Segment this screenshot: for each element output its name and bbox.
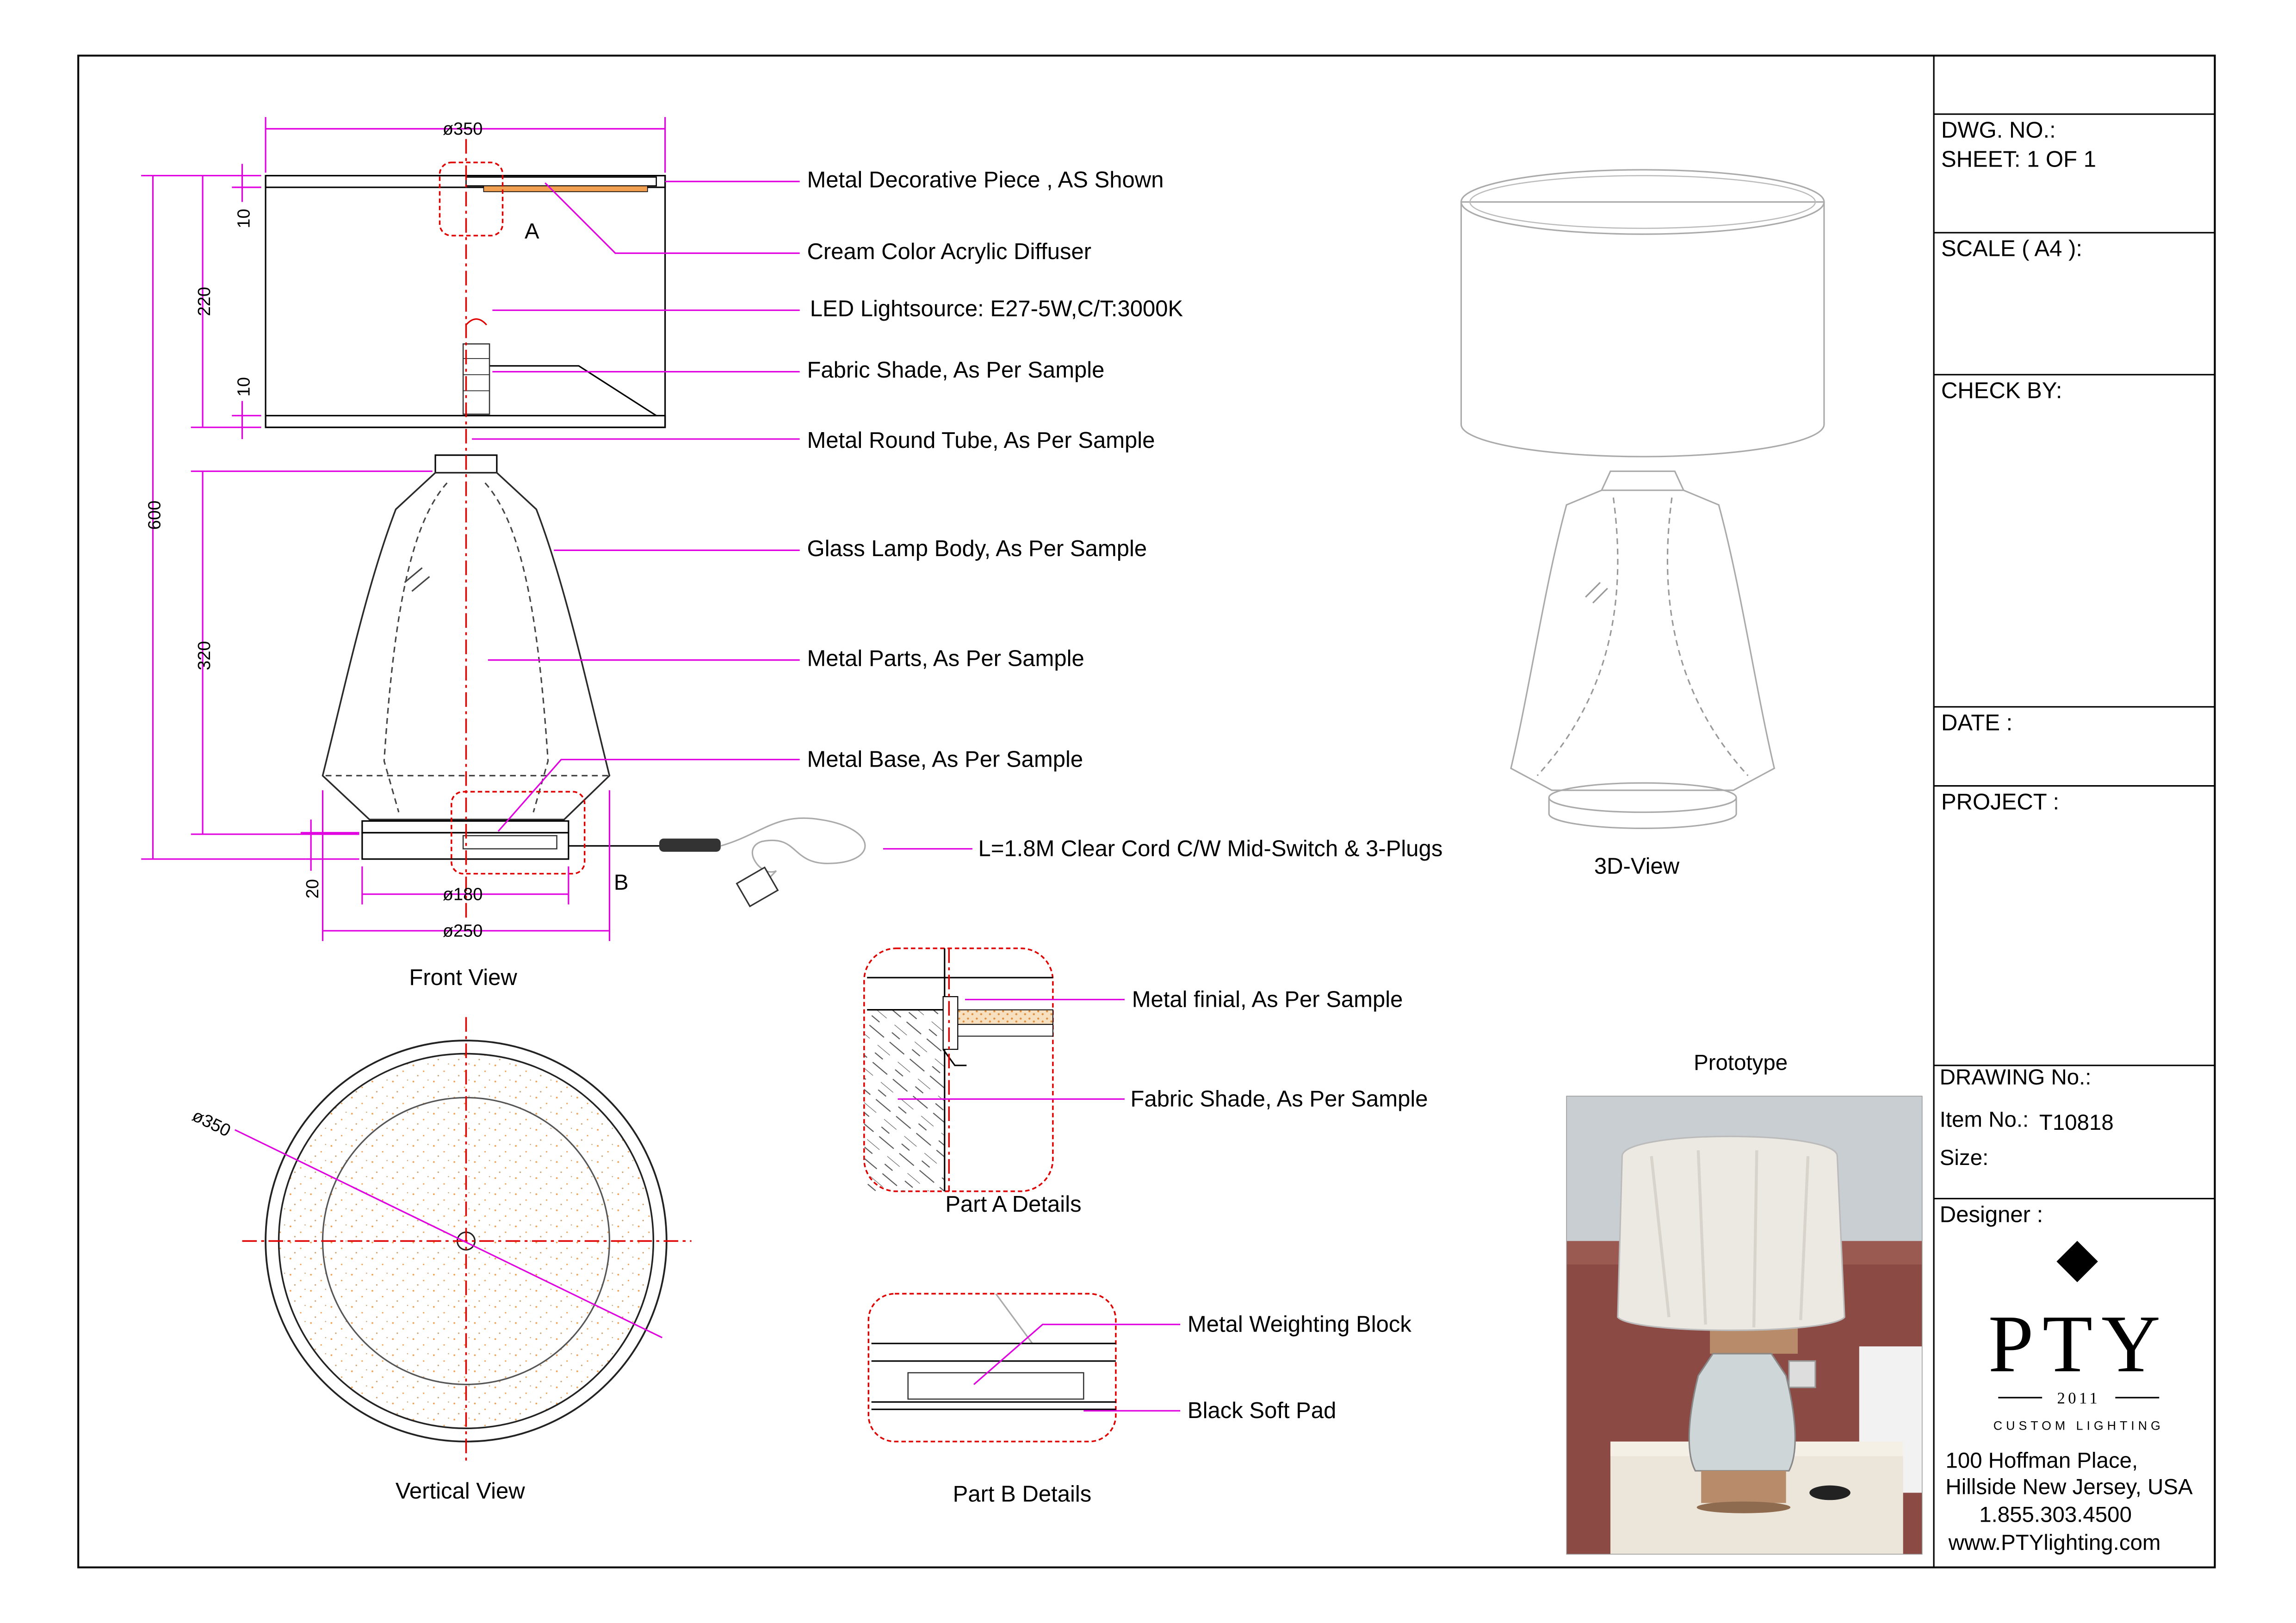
marker-a: A [524, 219, 539, 244]
brand-tagline: CUSTOM LIGHTING [1993, 1419, 2164, 1433]
dwg-no-label: DWG. NO.: [1941, 118, 2056, 143]
callout-metal-base: Metal Base, As Per Sample [807, 747, 1083, 772]
address-line-2: Hillside New Jersey, USA [1945, 1474, 2193, 1499]
diamond-logo-icon [2056, 1241, 2098, 1282]
dim-top-diameter: ø350 [442, 119, 483, 139]
callout-fabric-shade: Fabric Shade, As Per Sample [807, 358, 1105, 383]
callout-weighting-block: Metal Weighting Block [1187, 1312, 1411, 1337]
dim-20: 20 [303, 879, 322, 899]
size-label: Size: [1939, 1145, 1989, 1170]
three-d-view [1461, 170, 1824, 828]
vertical-view [235, 1017, 692, 1463]
callout-cord: L=1.8M Clear Cord C/W Mid-Switch & 3-Plugs [978, 836, 1443, 861]
part-a-label: Part A Details [945, 1192, 1082, 1217]
callout-led-lightsource: LED Lightsource: E27-5W,C/T:3000K [810, 296, 1183, 322]
callout-soft-pad: Black Soft Pad [1187, 1398, 1337, 1424]
address-line-1: 100 Hoffman Place, [1945, 1448, 2138, 1473]
marker-b: B [613, 870, 629, 895]
part-b-label: Part B Details [953, 1481, 1092, 1507]
callout-acrylic-diffuser: Cream Color Acrylic Diffuser [807, 239, 1092, 264]
designer-label: Designer : [1939, 1202, 2043, 1227]
prototype-label: Prototype [1694, 1050, 1788, 1075]
dim-220: 220 [194, 286, 214, 316]
front-view-label: Front View [409, 965, 517, 990]
scale-label: SCALE ( A4 ): [1941, 236, 2083, 261]
callout-decorative-piece: Metal Decorative Piece , AS Shown [807, 167, 1164, 192]
part-a-detail [864, 948, 1053, 1191]
item-no-value: T10818 [2039, 1110, 2114, 1135]
dim-10-top: 10 [234, 209, 254, 229]
brand-year: 2011 [2057, 1389, 2101, 1407]
dim-base-250: ø250 [442, 921, 483, 941]
dim-10-bottom: 10 [234, 377, 254, 397]
dim-600: 600 [145, 500, 165, 530]
front-view [266, 139, 865, 922]
dim-320: 320 [194, 641, 214, 670]
dim-vertical-350: ø350 [189, 1106, 234, 1141]
callout-glass-body: Glass Lamp Body, As Per Sample [807, 536, 1147, 562]
item-no-label: Item No.: [1939, 1107, 2029, 1132]
vertical-view-label: Vertical View [395, 1479, 525, 1504]
brand-logo: PTY [1988, 1298, 2170, 1389]
project-label: PROJECT : [1941, 789, 2060, 815]
callout-round-tube: Metal Round Tube, As Per Sample [807, 427, 1155, 453]
callout-metal-finial: Metal finial, As Per Sample [1132, 987, 1403, 1012]
dim-base-180: ø180 [442, 885, 483, 904]
callout-fabric-shade-detail: Fabric Shade, As Per Sample [1130, 1086, 1428, 1112]
check-by-label: CHECK BY: [1941, 378, 2062, 403]
phone: 1.855.303.4500 [1979, 1502, 2132, 1527]
three-d-view-label: 3D-View [1594, 854, 1680, 879]
sheet-label: SHEET: 1 OF 1 [1941, 147, 2097, 172]
date-label: DATE : [1941, 710, 2013, 736]
drawing-no-label: DRAWING No.: [1939, 1065, 2092, 1090]
website[interactable]: www.PTYlighting.com [1948, 1530, 2161, 1555]
prototype-photo [1566, 1096, 1922, 1554]
callout-metal-parts: Metal Parts, As Per Sample [807, 646, 1084, 671]
dimension-lines [141, 117, 665, 941]
